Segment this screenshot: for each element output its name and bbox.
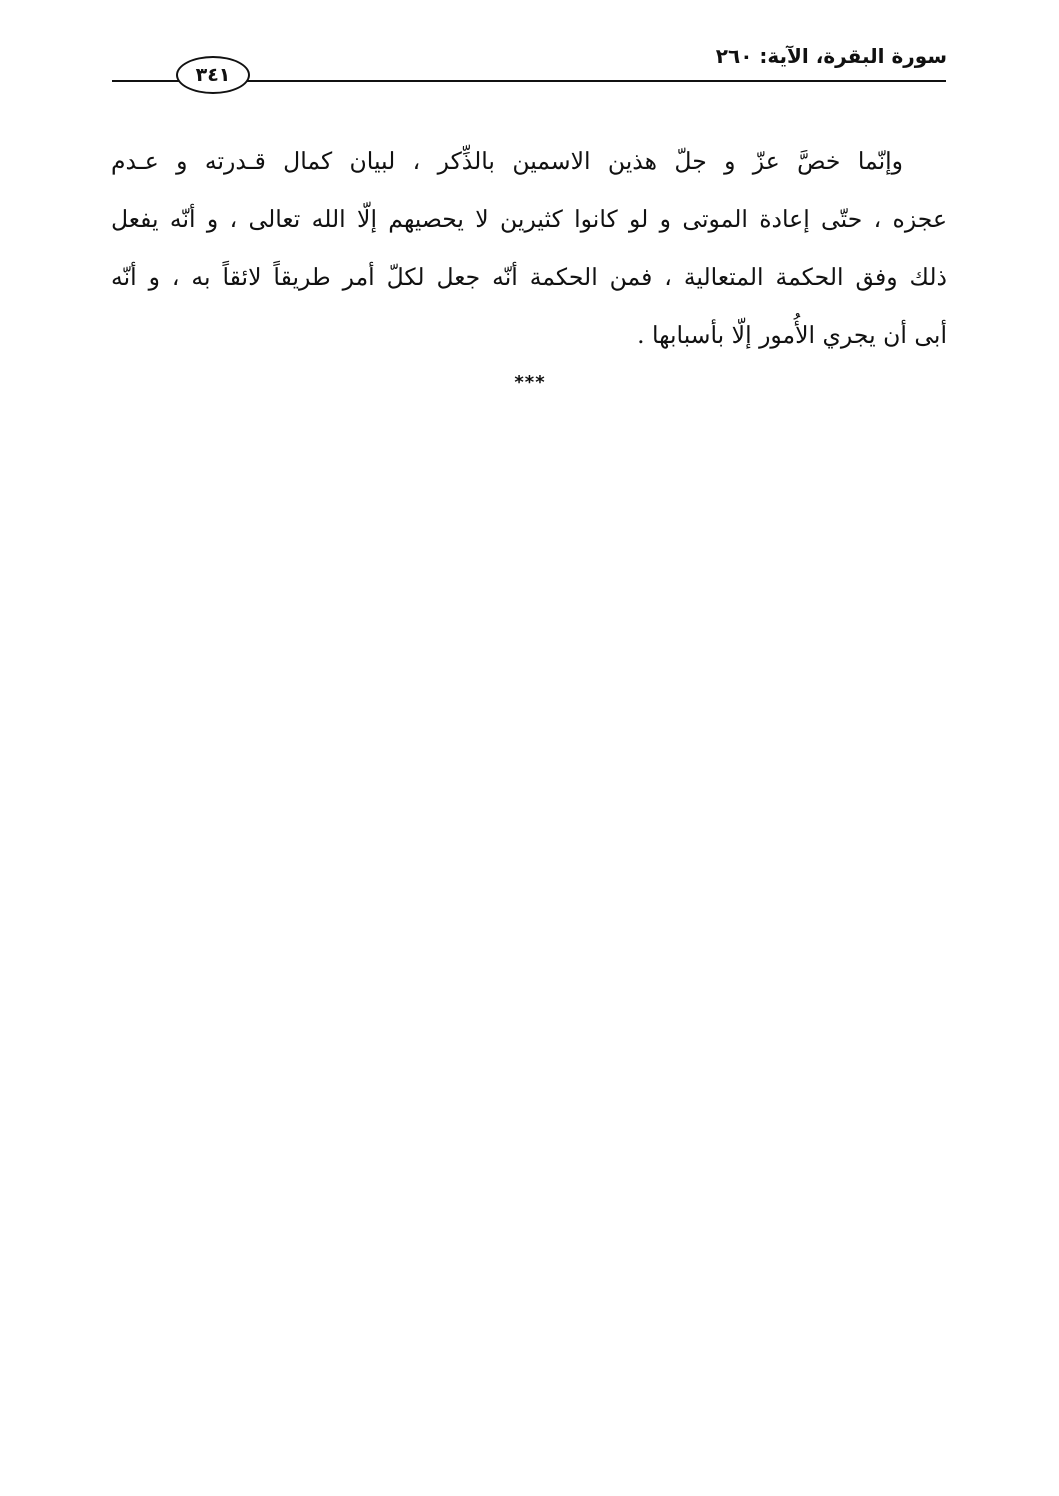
running-head-title: سورة البقرة، الآية: ٢٦٠ — [715, 44, 947, 68]
body-line: أبى أن يجري الأُمور إلّا بأسبابها . — [637, 321, 947, 349]
body-line: عجزه ، حتّى إعادة الموتى و لو كانوا كثيرين لا يحصيهم إلّا الله تعالى ، و أنّه يفعل — [111, 205, 947, 233]
body-paragraph — [111, 132, 947, 364]
body-line: وإنّما خصَّ عزّ و جلّ هذين الاسمين بالذِّكر ، لبيان كمال قـدرته و عـدم — [111, 147, 903, 175]
page-number: ٣٤١ — [176, 56, 250, 94]
section-separator: *** — [514, 372, 546, 393]
body-line: ذلك وفق الحكمة المتعالية ، فمن الحكمة أنّه جعل لكلّ أمر طريقاً لائقاً به ، و أنّه — [111, 263, 947, 291]
